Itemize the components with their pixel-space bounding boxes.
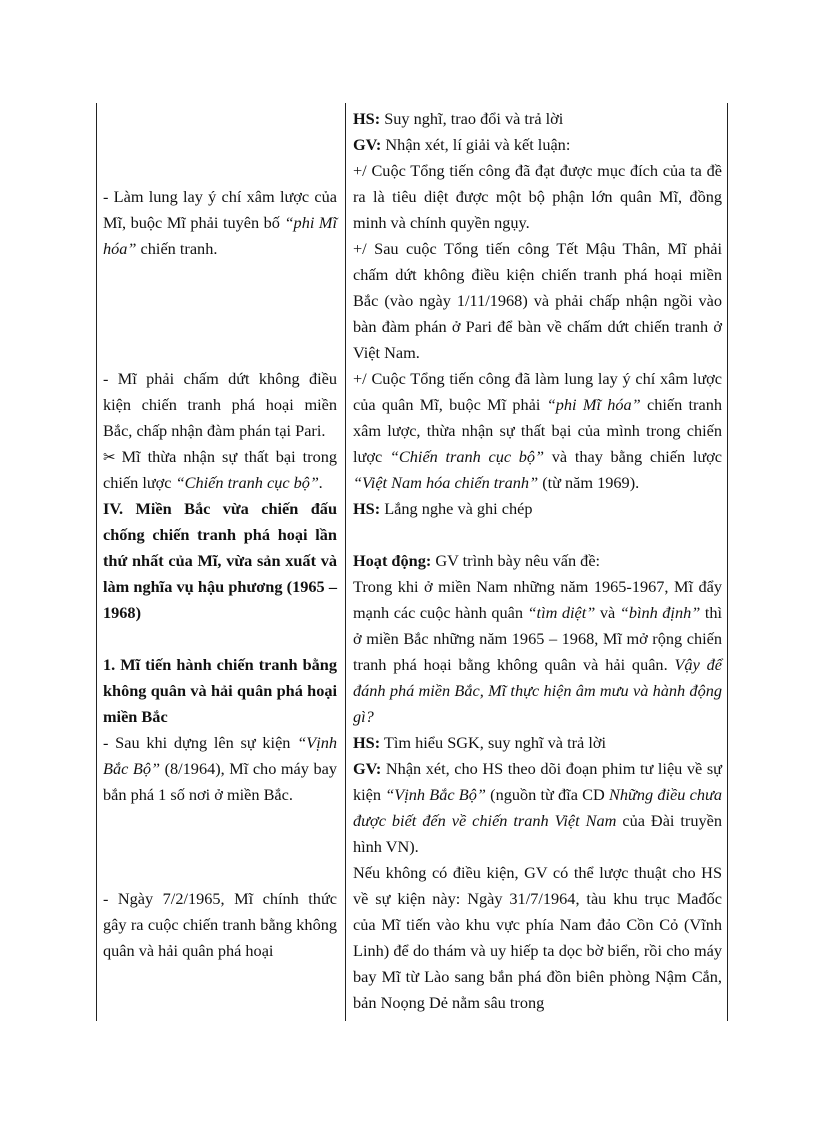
right-paragraph-4: Trong khi ở miền Nam những năm 1965-1967, Mĩ đẩy mạnh các cuộc hành quân “tìm diệt” và “bình định” thì ở miền Bắc những năm 1965 – 1968, Mĩ mở rộng chiến tranh phá hoại bằng không quân và hải quân. Vậy để đánh phá miền Bắc, Mĩ thực hiện âm mưu và hành động gì?: [353, 577, 723, 726]
table-border-right: [727, 103, 728, 1021]
left-paragraph-5: - Sau khi dựng lên sự kiện “Vịnh Bắc Bộ” (8/1964), Mĩ cho máy bay bắn phá 1 số nơi ở miền Bắc.: [103, 733, 337, 804]
left-paragraph-1: - Làm lung lay ý chí xâm lược của Mĩ, buộc Mĩ phải tuyên bố “phi Mĩ hóa” chiến tranh.: [103, 187, 337, 258]
right-column: [353, 106, 722, 1016]
right-paragraph-3: +/ Cuộc Tổng tiến công đã làm lung lay ý chí xâm lược của quân Mĩ, buộc Mĩ phải “phi Mĩ hóa” chiến tranh xâm lược, thừa nhận sự thất bại của mình trong chiến lược “Chiến tranh cục bộ” và thay bằng chiến lược “Việt Nam hóa chiến tranh” (từ năm 1969).: [353, 369, 722, 492]
right-activity: Hoạt động: GV trình bày nêu vấn đề:: [353, 551, 601, 570]
table-border-left: [96, 103, 97, 1021]
right-hs-2: HS: Lắng nghe và ghi chép: [353, 499, 533, 518]
left-paragraph-6: - Ngày 7/2/1965, Mĩ chính thức gây ra cuộc chiến tranh bằng không quân và hải quân phá hoại: [103, 889, 337, 960]
left-paragraph-2: - Mĩ phải chấm dứt không điều kiện chiến tranh phá hoại miền Bắc, chấp nhận đàm phán tại Pari.: [103, 369, 337, 440]
table-border-middle: [345, 103, 346, 1021]
right-paragraph-2: +/ Sau cuộc Tổng tiến công Tết Mậu Thân, Mĩ phải chấm dứt không điều kiện chiến tranh phá hoại miền Bắc (vào ngày 1/11/1968) và phải chấp nhận ngồi vào bàn đàm phán ở Pari để bàn về chấm dứt chiến tranh ở Việt Nam.: [353, 239, 722, 362]
right-hs-3: HS: Tìm hiểu SGK, suy nghĩ và trả lời: [353, 733, 606, 752]
right-hs-1: HS: Suy nghĩ, trao đổi và trả lời: [353, 109, 564, 128]
subsection-heading-1: 1. Mĩ tiến hành chiến tranh bằng không quân và hải quân phá hoại miền Bắc: [103, 655, 337, 726]
right-gv-2: GV: Nhận xét, cho HS theo dõi đoạn phim tư liệu về sự kiện “Vịnh Bắc Bộ” (nguồn từ đĩa CD Những điều chưa được biết đến về chiến tranh Việt Nam của Đài truyền hình VN).: [353, 759, 723, 856]
right-paragraph-5: Nếu không có điều kiện, GV có thể lược thuật cho HS về sự kiện này: Ngày 31/7/1964, tàu khu trục Mađốc của Mĩ tiến vào khu vực phía Nam đảo Cồn Cỏ (Vĩnh Linh) để do thám và uy hiếp ta dọc bờ biển, rồi cho máy bay Mĩ từ Lào sang bắn phá đồn biên phòng Nậm Cắn, bản Noọng Dẻ nằm sâu trong: [353, 863, 722, 1012]
right-gv-1: GV: Nhận xét, lí giải và kết luận:: [353, 135, 571, 154]
scissors-icon: ✂: [103, 448, 116, 466]
right-paragraph-1: +/ Cuộc Tổng tiến công đã đạt được mục đích của ta đề ra là tiêu diệt được một bộ phận lớn quân Mĩ, đồng minh và chính quyền ngụy.: [353, 161, 722, 232]
section-heading-iv: IV. Miền Bắc vừa chiến đấu chống chiến tranh phá hoại lần thứ nhất của Mĩ, vừa sản xuất và làm nghĩa vụ hậu phương (1965 – 1968): [103, 499, 337, 622]
left-column: [103, 106, 337, 964]
left-paragraph-3: ✂ Mĩ thừa nhận sự thất bại trong chiến lược “Chiến tranh cục bộ”.: [103, 447, 337, 492]
